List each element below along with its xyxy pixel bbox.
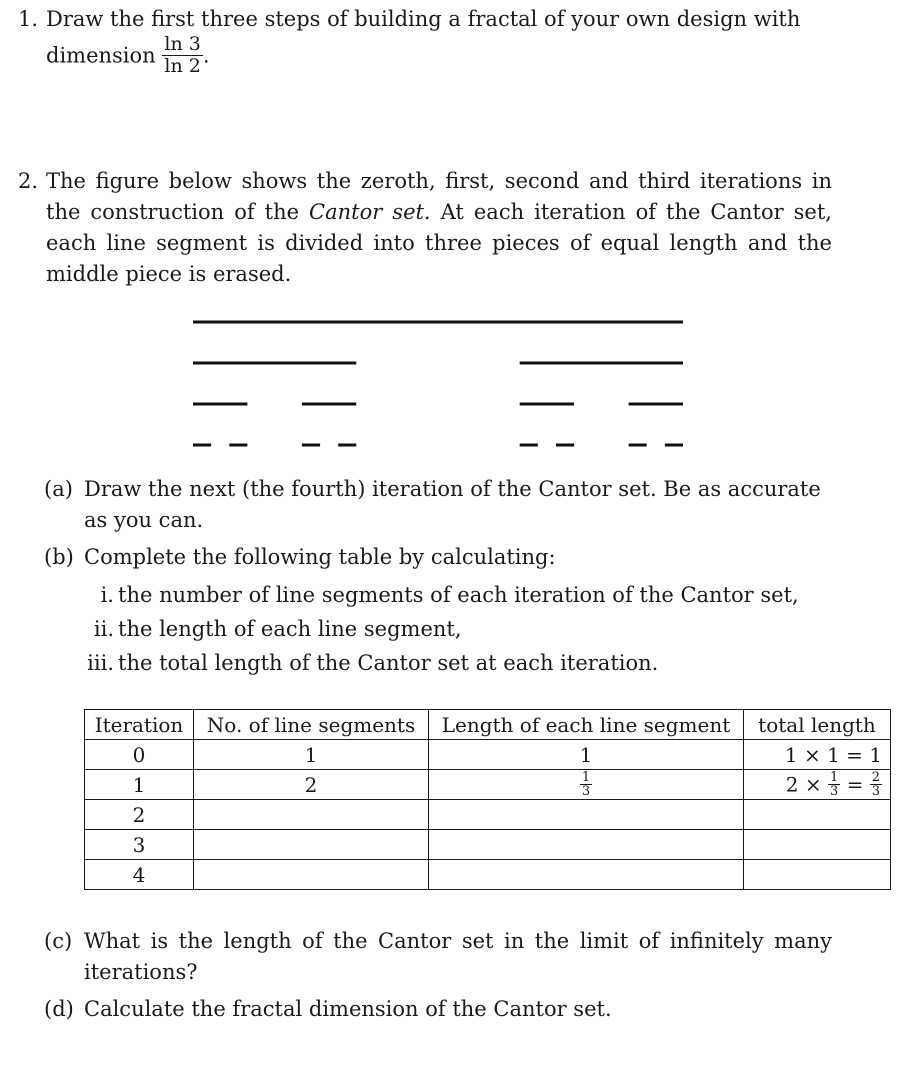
part-a-label: (a) bbox=[44, 477, 73, 501]
part-d-text: Calculate the fractal dimension of the Cantor set. bbox=[84, 997, 612, 1021]
table-cell bbox=[744, 770, 891, 800]
table-header: No. of line segments bbox=[194, 710, 429, 740]
part-b-item-label: iii. bbox=[87, 651, 114, 675]
q2-text-before: The figure below shows the zeroth, first, second and third iterations in the construction of the bbox=[46, 169, 832, 224]
table-cell: 1 bbox=[429, 740, 744, 770]
part-b-item-text: the length of each line segment, bbox=[118, 617, 462, 641]
frac-num: 2 bbox=[871, 770, 880, 785]
part-c-text: What is the length of the Cantor set in the limit of infinitely many iterations? bbox=[84, 929, 832, 984]
part-a-text: Draw the next (the fourth) iteration of the Cantor set. Be as accurate as you can. bbox=[84, 477, 821, 532]
table-cell: 3 bbox=[85, 830, 194, 860]
table-cell: 0 bbox=[85, 740, 194, 770]
table-cell bbox=[744, 830, 891, 860]
table-cell: 2 bbox=[85, 800, 194, 830]
table-cell bbox=[429, 770, 744, 800]
part-b-label: (b) bbox=[44, 545, 74, 569]
q1-number: 1. bbox=[18, 7, 39, 31]
frac-num: 1 bbox=[829, 770, 839, 785]
table-cell bbox=[194, 830, 429, 860]
table-cell: 1 × 1 = 1 bbox=[744, 740, 891, 770]
table-row bbox=[85, 830, 891, 860]
table-header: total length bbox=[744, 710, 891, 740]
total-fraction-1 bbox=[828, 771, 840, 798]
q1-line1: Draw the first three steps of building a fractal of your own design with bbox=[46, 7, 801, 31]
part-b-text: Complete the following table by calculating: bbox=[84, 545, 556, 569]
total-equals: = bbox=[846, 772, 864, 797]
table-row bbox=[85, 740, 891, 770]
q2-emph: Cantor set. bbox=[309, 200, 431, 224]
table-cell bbox=[744, 860, 891, 890]
table-header: Iteration bbox=[85, 710, 194, 740]
table-row bbox=[85, 860, 891, 890]
total-fraction-2 bbox=[870, 771, 882, 798]
q1-period: . bbox=[202, 43, 210, 68]
table-cell: 4 bbox=[85, 860, 194, 890]
table-cell bbox=[194, 800, 429, 830]
table-cell bbox=[194, 860, 429, 890]
table-cell bbox=[429, 860, 744, 890]
frac-num: 1 bbox=[581, 770, 591, 785]
cantor-figure bbox=[0, 0, 897, 460]
part-c-label: (c) bbox=[44, 929, 73, 953]
length-fraction bbox=[580, 771, 592, 798]
part-b-item-text: the total length of the Cantor set at each iteration. bbox=[118, 651, 659, 675]
frac-den: 3 bbox=[871, 784, 880, 799]
table-header-row bbox=[85, 710, 891, 740]
q2-number: 2. bbox=[18, 169, 39, 193]
table-cell bbox=[429, 800, 744, 830]
table-cell: 1 bbox=[194, 740, 429, 770]
q1-dimension-word: dimension bbox=[46, 43, 156, 68]
part-b-item-text: the number of line segments of each iteration of the Cantor set, bbox=[118, 583, 799, 607]
table-cell bbox=[744, 800, 891, 830]
q2-text-after: At each iteration of the Cantor set, each line segment is divided into three pieces of equal length and the middle piece is erased. bbox=[46, 200, 832, 286]
frac-den: 3 bbox=[829, 784, 839, 799]
table-cell bbox=[429, 830, 744, 860]
part-d-label: (d) bbox=[44, 997, 74, 1021]
table-row bbox=[85, 800, 891, 830]
total-prefix: 2 × bbox=[785, 772, 822, 797]
frac-den: 3 bbox=[581, 784, 591, 799]
part-b-item-label: ii. bbox=[93, 617, 114, 641]
table-row bbox=[85, 770, 891, 800]
q1-frac-num: ln 3 bbox=[164, 33, 201, 55]
part-b-item-label: i. bbox=[100, 583, 114, 607]
iteration-table bbox=[84, 709, 891, 890]
table-cell: 2 bbox=[194, 770, 429, 800]
table-header: Length of each line segment bbox=[429, 710, 744, 740]
q1-frac-den: ln 2 bbox=[164, 55, 201, 77]
table-cell: 1 bbox=[85, 770, 194, 800]
